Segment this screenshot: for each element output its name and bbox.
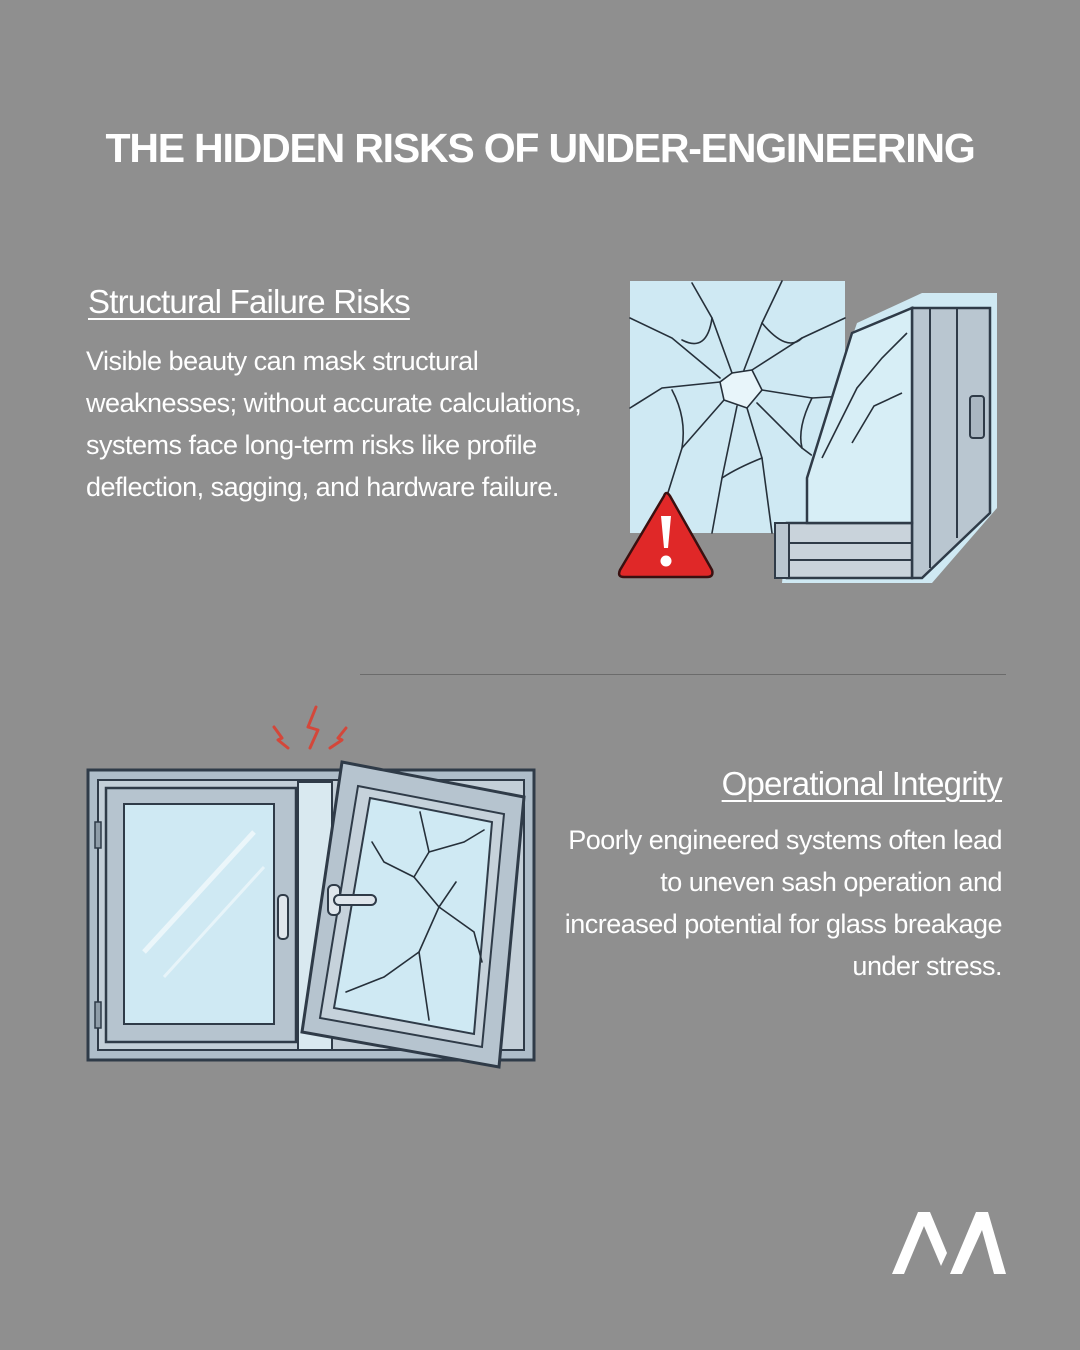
operational-integrity-illustration <box>84 702 540 1074</box>
structural-failure-illustration <box>612 278 1007 590</box>
misaligned-window-icon <box>88 762 534 1067</box>
section-heading-operational: Operational Integrity <box>721 765 1002 802</box>
section-text-operational: Poorly engineered systems often lead to uneven sash operation and increased potential for glass breakage under stress. <box>564 825 1002 981</box>
section-heading-structural: Structural Failure Risks <box>88 283 410 320</box>
section-divider <box>360 674 1006 675</box>
page-title: THE HIDDEN RISKS OF UNDER-ENGINEERING <box>105 125 975 171</box>
stress-spark-icon <box>274 707 346 748</box>
brand-logo-icon <box>890 1208 1008 1278</box>
section-text-structural: Visible beauty can mask structural weaknesses; without accurate calculations, systems face long-term risks like profile deflection, sagging, and hardware failure. <box>86 346 582 502</box>
